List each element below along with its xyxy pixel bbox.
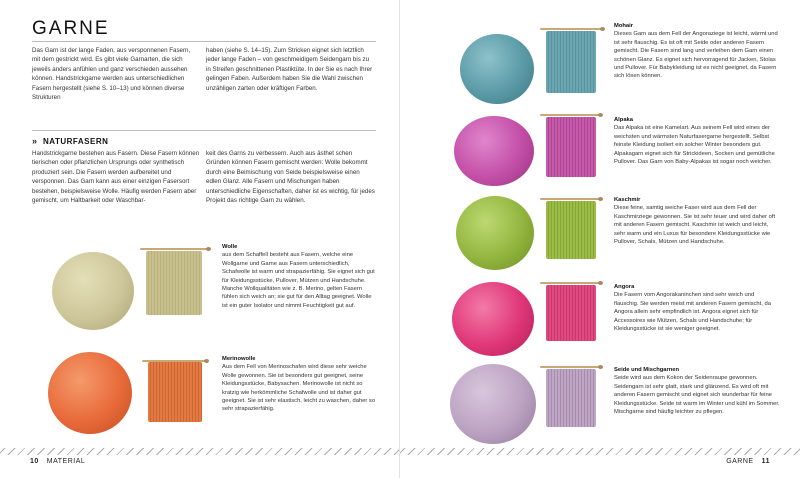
yarn-ball-wolle xyxy=(52,252,134,330)
section-rule xyxy=(32,130,376,131)
yarn-ball-mohair xyxy=(460,34,534,104)
knitting-needle xyxy=(540,198,600,200)
yarn-caption-mohair xyxy=(614,22,780,81)
yarn-caption-seide xyxy=(614,366,780,416)
folio-label: MATERIAL xyxy=(46,458,86,465)
swatch-kaschmir xyxy=(546,201,596,259)
swatch-merinowolle xyxy=(148,362,202,422)
yarn-name: Angora xyxy=(614,284,635,290)
yarn-name: Seide und Mischgarnen xyxy=(614,367,680,373)
yarn-name: Kaschmir xyxy=(614,197,641,203)
swatch-seide xyxy=(546,369,596,427)
title-rule xyxy=(32,41,376,42)
yarn-caption-kaschmir xyxy=(614,196,780,246)
yarn-ball-alpaka xyxy=(454,116,534,186)
yarn-caption-angora xyxy=(614,283,780,333)
yarn-ball-angora xyxy=(452,282,534,356)
naturfasern-column-2: keit des Garns zu verbessern. Auch aus ästhet schen Gründen können Fasern gemischt werden: Wolle bekommt durch eine Beimischung von Seide beispielsweise einen edlen Glanz. Alle Fasern und Mischungen haben unterschiedliche Eigenschaften, daher ist es wichtig, für jedes Projekt das richtige Garn zu wählen. xyxy=(206,150,375,205)
section-heading-label: NATURFASERN xyxy=(43,136,109,146)
folio-left xyxy=(30,458,85,465)
knitting-needle xyxy=(540,114,600,116)
swatch-angora xyxy=(546,285,596,341)
folio-label: GARNE xyxy=(726,458,754,465)
yarn-description: Dieses Garn aus dem Fell der Angoraziege ist leicht, wärmt und ist sehr flauschig. Es ist oft mit Seide oder anderen Fasern gemischt. Die Fasern sind lang und verleihen dem Garn einen schönen Glanz. Es eignet sich hervorragend für Jacken, Stolas und Pullover. Für Babykleidung ist es nicht geeignet, da Fasern sich lösen können. xyxy=(614,31,778,80)
page-title: GARNE xyxy=(32,18,110,39)
folio-right xyxy=(726,458,770,465)
yarn-name: Mohair xyxy=(614,23,634,29)
page-number: 11 xyxy=(761,458,770,465)
swatch-alpaka xyxy=(546,117,596,177)
yarn-caption-wolle xyxy=(222,243,378,310)
yarn-description: Das Alpaka ist eine Kamelart. Aus seinem Fell wird eines der weichsten und wärmsten Naturfasergarne hergestellt. Selbst feinste Kleidung isoliert ein solcher Winter besonders gut. Alpakagarn eignet sich für Strickideen, Socken und gemütliche Pullover. Das Garn von Baby-Alpakas ist sogar noch weicher. xyxy=(614,125,775,166)
page-number: 10 xyxy=(30,458,39,465)
knitting-needle xyxy=(540,28,602,30)
yarn-description: Aus dem Fell von Merinoschafen wird diese sehr weiche Wolle gewonnen. Sie ist besonders gut geeignet, seine Kleidungsstücke, Babysachen. Merinowolle ist nicht so kratzig wie herkömmliche Schafwolle und ist daher gut geeignet. Sie ist sehr elastisch, leicht zu waschen, daher so sehr strapazierfähig. xyxy=(222,364,376,413)
yarn-description: aus dem Schaffell besteht aus Fasern, welche eine Wollgarne und Garne aus Fasern unterschiedlich, Schafwolle ist warm und strapazierfähig. Sie eignet sich gut für Kleidungsstücke, Pullover, Mützen und Handschuhe. Manche Wollqualitäten wie z. B. Merino, gelten Fasern fühlen sich weich an; sie gut für den Alltag geeignet. Wolle ist ein guter Isolator und nimmt Feuchtigkeit gut auf. xyxy=(222,252,375,309)
yarn-ball-seide xyxy=(450,364,536,444)
chevron-right-icon: » xyxy=(32,136,38,146)
yarn-description: Die Fasern vom Angorakaninchen sind sehr weich und flauschig. Sie werden meist mit anderen Fasern gemischt, da Angora allein sehr empfindlich ist. Angora eignet sich für Accessoires wie Mützen, Schals und Handschuhe; für Kleidungsstücke ist sie weniger geeignet. xyxy=(614,292,771,333)
yarn-caption-alpaka xyxy=(614,116,780,166)
yarn-name: Wolle xyxy=(222,244,238,250)
yarn-caption-merinowolle xyxy=(222,355,378,414)
yarn-ball-merinowolle xyxy=(48,352,132,434)
yarn-description: Seide wird aus dem Kokon der Seidenraupe gewonnen. Seidengarn ist sehr glatt, stark und glänzend. Es wird oft mit anderen Fasern gemischt und eignet sich wunderbar für feine Kleidungsstücke. Seide ist warm im Winter und kühl im Sommer. Mischgarne sind häufig leichter zu pflegen. xyxy=(614,375,780,416)
knitting-needle xyxy=(140,248,208,250)
swatch-mohair xyxy=(546,31,596,93)
naturfasern-column-1: Handstrickgarne bestehen aus Fasern. Diese Fasern können tierischen oder pflanzlichen Ursprungs oder synthetisch produziert sein. Die Fasern werden aufbereitet und versponnen. Das Garn kann aus einer einzigen Fasersort bestehen, beispielsweise Wolle. Häufig werden Fasern aber gemischt, um Haltbarkeit oder Waschbar- xyxy=(32,150,200,205)
knitting-needle xyxy=(540,282,600,284)
yarn-ball-kaschmir xyxy=(456,196,534,270)
footer-border xyxy=(0,448,400,455)
intro-column-2: haben (siehe S. 14–15). Zum Stricken eignet sich letztlich jeder lange Faden – von geschmeidigem Seidengarn bis zu in Streifen geschnittenen Plastiktüte. In der Sie es nach Ihrer gelingen Faben. Außerdem haben Sie die Wahl zwischen unzähligen zarten oder kräftigen Farben. xyxy=(206,47,373,92)
footer-border xyxy=(400,448,800,455)
yarn-name: Alpaka xyxy=(614,117,634,123)
yarn-name: Merinowolle xyxy=(222,356,256,362)
swatch-wolle xyxy=(146,251,202,315)
intro-column-1: Das Garn ist der lange Faden, aus versponnenen Fasern, mit dem gestrickt wird. Es gibt viele Garnarten, die sich jeweils anders anfühlen und ganz verschieden aussehen können. Handstrickgarne werden aus unterschiedlichen Fasern hergestellt (siehe S. 10–13) und können diverse Strukturen xyxy=(32,47,191,102)
yarn-description: Diese feine, samtig weiche Faser wird aus dem Fell der Kaschmirziege gewonnen. Sie ist sehr teuer und wird daher oft mit anderen Fasern gemischt. Kaschmir ist weich und leicht, sehr warm und ein Luxus für besondere Kleidungsstücke wie Pullover, Schals, Mützen und Handschuhe. xyxy=(614,205,776,246)
knitting-needle xyxy=(540,366,600,368)
right-page xyxy=(400,0,800,478)
section-heading xyxy=(32,136,108,146)
